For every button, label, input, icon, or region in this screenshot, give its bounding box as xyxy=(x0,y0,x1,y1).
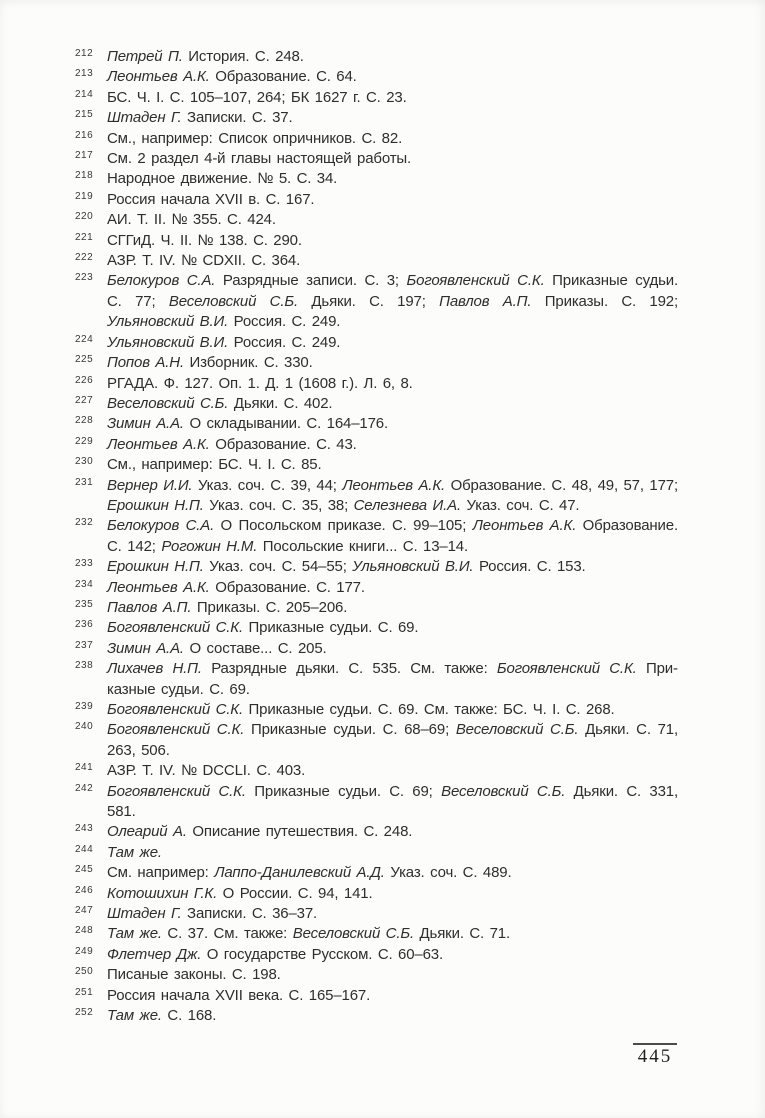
endnote-number: 250 xyxy=(75,966,94,978)
endnote-number: 212 xyxy=(75,48,94,59)
endnote-number: 216 xyxy=(75,129,94,141)
endnote-text-run: Описание путешествия. С. 248. xyxy=(186,823,413,841)
endnote-text-run: Разрядные дьяки. С. 535. См. также: xyxy=(201,660,497,678)
endnote-text-run: Образование. С. 177. xyxy=(209,578,365,596)
endnote-text-run: Указ. соч. С. 489. xyxy=(384,864,512,882)
endnote-text-run: Россия начала XVII века. С. 165–167. xyxy=(107,986,371,1004)
page-number-rule xyxy=(633,1043,677,1045)
endnote-text-run: С. 168. xyxy=(161,1007,217,1025)
endnote-author-italic: Котошихин Г.К. xyxy=(107,884,218,902)
endnote-number: 249 xyxy=(75,945,94,957)
endnote-text xyxy=(107,191,314,208)
page-number: 445 xyxy=(637,1046,673,1067)
endnote-number: 233 xyxy=(75,558,94,570)
endnote-author-italic: Там же. xyxy=(107,843,162,861)
endnote-item xyxy=(75,945,678,965)
endnote-text-run: См., например: Список опричников. С. 82. xyxy=(107,129,403,147)
endnote-text-run: БС. Ч. I. С. 105–107, 264; БК 1627 г. С. 23. xyxy=(107,88,407,106)
endnote-author-italic: Леонтьев А.К. xyxy=(107,68,210,86)
endnote-number: 236 xyxy=(75,619,94,631)
endnote-number: 218 xyxy=(75,170,94,182)
endnote-text-run: Дьяки. С. 197; xyxy=(298,292,440,310)
endnote-item xyxy=(75,557,678,577)
endnote-author-italic: Богоявленский С.К. xyxy=(107,701,243,718)
endnote-item xyxy=(75,618,678,638)
endnote-number: 217 xyxy=(75,150,94,162)
endnote-text xyxy=(107,823,412,840)
endnote-author-italic: Богоявленский С.К. xyxy=(107,619,243,637)
endnote-number: 221 xyxy=(75,231,94,243)
endnote-item xyxy=(75,578,678,598)
endnote-text xyxy=(107,987,370,1004)
endnote-item xyxy=(75,761,678,781)
endnote-text xyxy=(107,946,443,963)
endnote-text xyxy=(107,456,322,473)
endnote-text xyxy=(107,170,337,187)
endnote-number: 225 xyxy=(75,354,94,366)
endnote-author-italic: Штаден Г. xyxy=(107,905,182,923)
endnote-item xyxy=(75,843,678,863)
endnote-text-run: Указ. соч. С. 54–55; xyxy=(203,558,353,576)
endnote-author-italic: Богоявленский С.К. xyxy=(496,660,637,678)
endnote-text-run: Указ. соч. С. 47. xyxy=(460,496,580,514)
endnote-item xyxy=(75,333,678,353)
endnote-item xyxy=(75,271,678,332)
endnote-text xyxy=(107,1007,216,1024)
endnote-text xyxy=(107,68,357,85)
endnote-text-run: Приказные судьи. С. 68–69; xyxy=(244,721,456,739)
endnote-author-italic: Лаппо-Данилевский А.Д. xyxy=(214,864,385,882)
endnote-item xyxy=(75,190,678,210)
endnote-number: 213 xyxy=(75,68,94,80)
endnote-text-run: О государстве Русском. С. 60–63. xyxy=(201,945,444,963)
endnote-number: 237 xyxy=(75,639,94,651)
endnote-item xyxy=(75,476,678,517)
endnote-author-italic: Ульяновский В.И. xyxy=(107,313,229,331)
endnote-number: 247 xyxy=(75,905,94,917)
endnote-text xyxy=(107,844,162,861)
endnote-item xyxy=(75,394,678,414)
endnote-text-run: РГАДА. Ф. 127. Оп. 1. Д. 1 (1608 г.). Л. 6, 8. xyxy=(107,374,413,392)
endnote-text xyxy=(107,579,365,596)
endnote-text-run: Приказные судьи. С. 69. xyxy=(107,660,678,698)
endnote-text xyxy=(107,517,678,554)
endnote-number: 224 xyxy=(75,333,94,345)
endnote-text-run: АЗР. Т. IV. № CDXII. С. 364. xyxy=(107,252,301,270)
endnote-text-run: История. С. 248. xyxy=(182,48,304,65)
endnote-item xyxy=(75,822,678,842)
endnote-item xyxy=(75,374,678,394)
endnote-text-run: Россия. С. 153. xyxy=(473,558,586,576)
endnote-item xyxy=(75,210,678,230)
endnote-number: 214 xyxy=(75,88,94,100)
endnote-number: 252 xyxy=(75,1007,94,1019)
endnote-item xyxy=(75,700,678,720)
endnote-author-italic: Богоявленский С.К. xyxy=(107,782,246,800)
endnote-text-run: О складывании. С. 164–176. xyxy=(183,415,389,433)
endnote-item xyxy=(75,67,678,87)
endnote-author-italic: Штаден Г. xyxy=(107,109,182,127)
endnote-author-italic: Там же. xyxy=(107,1007,162,1025)
endnote-number: 251 xyxy=(75,986,94,998)
endnote-text xyxy=(107,272,678,330)
endnote-number: 223 xyxy=(75,272,94,284)
endnote-author-italic: Белокуров С.А. xyxy=(107,272,216,290)
endnote-item xyxy=(75,353,678,373)
endnote-text-run: См., например: БС. Ч. I. С. 85. xyxy=(107,456,322,474)
endnote-item xyxy=(75,455,678,475)
endnote-number: 219 xyxy=(75,190,94,202)
endnote-text-run: См. 2 раздел 4-й главы настоящей работы. xyxy=(107,150,412,168)
endnote-text-run: Дьяки. С. 71. xyxy=(414,925,510,943)
endnote-author-italic: Попов А.Н. xyxy=(107,354,184,372)
endnote-text xyxy=(107,211,276,228)
endnote-number: 235 xyxy=(75,598,94,610)
endnote-item xyxy=(75,1006,678,1026)
endnote-number: 228 xyxy=(75,415,94,427)
endnote-number: 243 xyxy=(75,823,94,835)
endnote-author-italic: Павлов А.П. xyxy=(107,598,192,616)
endnote-item xyxy=(75,47,678,67)
endnote-text-run: Образование. С. 142; xyxy=(107,517,678,555)
endnote-item xyxy=(75,169,678,189)
page-number-block xyxy=(632,1043,678,1067)
endnote-text-run: С. 37. См. также: xyxy=(161,925,293,943)
endnote-text xyxy=(107,640,327,657)
endnote-item xyxy=(75,129,678,149)
endnote-text-run: Разрядные записи. С. 3; xyxy=(215,272,407,290)
endnote-author-italic: Богоявленский С.К. xyxy=(107,721,245,739)
endnote-item xyxy=(75,88,678,108)
endnote-text xyxy=(107,354,313,371)
endnote-text xyxy=(107,966,281,983)
endnote-author-italic: Ерошкин Н.П. xyxy=(107,558,204,576)
endnote-number: 244 xyxy=(75,843,94,855)
endnote-text-run: Россия начала XVII в. С. 167. xyxy=(107,190,315,208)
endnote-number: 226 xyxy=(75,374,94,386)
endnote-text-run: Приказные судьи. С. 69; xyxy=(245,782,442,800)
endnote-text xyxy=(107,885,373,902)
endnote-author-italic: Веселовский С.Б. xyxy=(107,394,229,412)
endnote-item xyxy=(75,924,678,944)
endnote-author-italic: Там же. xyxy=(107,925,162,943)
endnote-text xyxy=(107,109,292,126)
endnote-item xyxy=(75,108,678,128)
endnote-number: 231 xyxy=(75,476,94,488)
endnote-text xyxy=(107,395,332,412)
endnote-number: 232 xyxy=(75,517,94,529)
endnote-number: 241 xyxy=(75,762,94,774)
endnote-item xyxy=(75,720,678,761)
endnote-text xyxy=(107,252,300,269)
endnote-author-italic: Вернер И.И. xyxy=(107,476,193,494)
endnote-author-italic: Олеарий А. xyxy=(107,823,187,841)
endnote-text-run: Приказные судьи. С. 77; xyxy=(107,272,678,310)
endnote-text-run: Указ. соч. С. 39, 44; xyxy=(192,476,343,494)
endnote-text xyxy=(107,89,407,106)
endnote-item xyxy=(75,231,678,251)
endnote-text-run: Приказные судьи. С. 69. xyxy=(243,619,419,637)
endnote-text xyxy=(107,558,586,575)
endnote-author-italic: Селезнева И.А. xyxy=(353,496,461,514)
endnote-text-run: Дьяки. С. 331, 581. xyxy=(107,782,678,821)
endnote-text-run: Образование. С. 43. xyxy=(209,435,357,453)
endnote-text xyxy=(107,150,411,167)
endnote-item xyxy=(75,904,678,924)
endnote-author-italic: Ульяновский В.И. xyxy=(352,558,474,576)
endnote-text xyxy=(107,477,678,514)
endnote-author-italic: Лихачев Н.П. xyxy=(107,660,202,678)
endnote-text-run: Изборник. С. 330. xyxy=(183,354,313,372)
endnote-number: 246 xyxy=(75,884,94,896)
endnote-text xyxy=(107,232,302,249)
endnote-number: 227 xyxy=(75,394,94,406)
endnote-text-run: О составе... С. 205. xyxy=(183,639,327,657)
endnote-text xyxy=(107,334,340,351)
endnote-text xyxy=(107,701,615,718)
endnote-author-italic: Ерошкин Н.П. xyxy=(107,496,204,514)
endnote-author-italic: Флетчер Дж. xyxy=(107,945,202,963)
endnote-number: 248 xyxy=(75,925,94,937)
endnote-item xyxy=(75,251,678,271)
endnote-author-italic: Белокуров С.А. xyxy=(107,517,215,535)
endnote-text-run: Приказы. С. 205–206. xyxy=(191,598,348,616)
endnote-item xyxy=(75,659,678,700)
endnote-text xyxy=(107,783,678,820)
endnote-text-run: Записки. С. 37. xyxy=(181,109,293,127)
endnote-item xyxy=(75,863,678,883)
endnote-text-run: Дьяки. С. 71, 263, 506. xyxy=(107,721,678,759)
endnote-text-run: Россия. С. 249. xyxy=(228,333,341,351)
endnote-item xyxy=(75,782,678,823)
endnote-author-italic: Веселовский С.Б. xyxy=(168,292,299,310)
endnote-item xyxy=(75,965,678,985)
endnote-text-run: СГГиД. Ч. II. № 138. С. 290. xyxy=(107,231,302,249)
endnote-text xyxy=(107,925,510,942)
endnote-text-run: О России. С. 94, 141. xyxy=(217,884,373,902)
endnote-text-run: Образование. С. 64. xyxy=(209,68,357,86)
endnote-text xyxy=(107,599,347,616)
endnote-number: 242 xyxy=(75,782,94,794)
endnote-author-italic: Леонтьев А.К. xyxy=(472,517,577,535)
endnote-number: 220 xyxy=(75,211,94,223)
endnote-author-italic: Ульяновский В.И. xyxy=(107,333,229,351)
endnote-item xyxy=(75,639,678,659)
endnote-text xyxy=(107,436,357,453)
endnote-author-italic: Веселовский С.Б. xyxy=(292,925,415,943)
endnote-text-run: Указ. соч. С. 35, 38; xyxy=(203,496,354,514)
endnote-item xyxy=(75,884,678,904)
endnote-item xyxy=(75,414,678,434)
endnote-author-italic: Зимин А.А. xyxy=(107,415,184,433)
endnote-author-italic: Леонтьев А.К. xyxy=(342,476,446,494)
endnote-text xyxy=(107,375,413,392)
endnote-text xyxy=(107,660,678,697)
endnote-text-run: АИ. Т. II. № 355. С. 424. xyxy=(107,211,276,229)
endnote-number: 229 xyxy=(75,435,94,447)
endnote-text xyxy=(107,762,305,779)
endnote-text xyxy=(107,905,317,922)
endnote-author-italic: Павлов А.П. xyxy=(439,292,532,310)
endnote-number: 222 xyxy=(75,252,94,264)
endnote-number: 230 xyxy=(75,456,94,468)
endnote-text-run: Образование. С. 48, 49, 57, 177; xyxy=(445,476,679,494)
endnote-text xyxy=(107,864,512,881)
endnote-author-italic: Веселовский С.Б. xyxy=(441,782,566,800)
endnote-text xyxy=(107,130,402,147)
endnote-number: 238 xyxy=(75,660,94,672)
endnote-text-run: АЗР. Т. IV. № DCCLI. С. 403. xyxy=(107,762,306,780)
endnote-author-italic: Леонтьев А.К. xyxy=(107,578,210,596)
endnote-text-run: См. например: xyxy=(107,864,215,882)
endnote-text xyxy=(107,415,388,432)
endnote-item xyxy=(75,435,678,455)
endnote-number: 240 xyxy=(75,721,94,733)
endnote-author-italic: Зимин А.А. xyxy=(107,639,184,657)
endnote-text-run: Приказы. С. 192; xyxy=(531,292,679,310)
endnote-text-run: Записки. С. 36–37. xyxy=(181,905,318,923)
endnote-author-italic: Веселовский С.Б. xyxy=(455,721,579,739)
endnote-text-run: Приказные судьи. С. 69. См. также: БС. Ч. I. С. 268. xyxy=(243,701,615,718)
endnote-text-run: Россия. С. 249. xyxy=(228,313,341,331)
endnote-author-italic: Богоявленский С.К. xyxy=(406,272,545,290)
endnote-author-italic: Рогожин Н.М. xyxy=(161,537,258,555)
endnote-item xyxy=(75,986,678,1006)
endnote-item xyxy=(75,598,678,618)
endnote-text xyxy=(107,721,678,758)
endnote-text-run: О Посольском приказе. С. 99–105; xyxy=(214,517,473,535)
endnote-item xyxy=(75,149,678,169)
endnote-text-run: Писаные законы. С. 198. xyxy=(107,966,281,984)
endnotes-list xyxy=(75,47,678,1027)
endnote-item xyxy=(75,516,678,557)
endnote-text-run: Посольские книги... С. 13–14. xyxy=(257,537,469,555)
endnote-number: 234 xyxy=(75,578,94,590)
endnote-text-run: Народное движение. № 5. С. 34. xyxy=(107,170,338,188)
endnote-text-run: Дьяки. С. 402. xyxy=(228,394,333,412)
endnote-author-italic: Петрей П. xyxy=(107,48,183,65)
endnote-number: 215 xyxy=(75,109,94,121)
endnote-text xyxy=(107,48,304,65)
endnote-author-italic: Леонтьев А.К. xyxy=(107,435,210,453)
endnote-text xyxy=(107,619,418,636)
endnote-number: 239 xyxy=(75,701,94,712)
endnote-number: 245 xyxy=(75,864,94,876)
